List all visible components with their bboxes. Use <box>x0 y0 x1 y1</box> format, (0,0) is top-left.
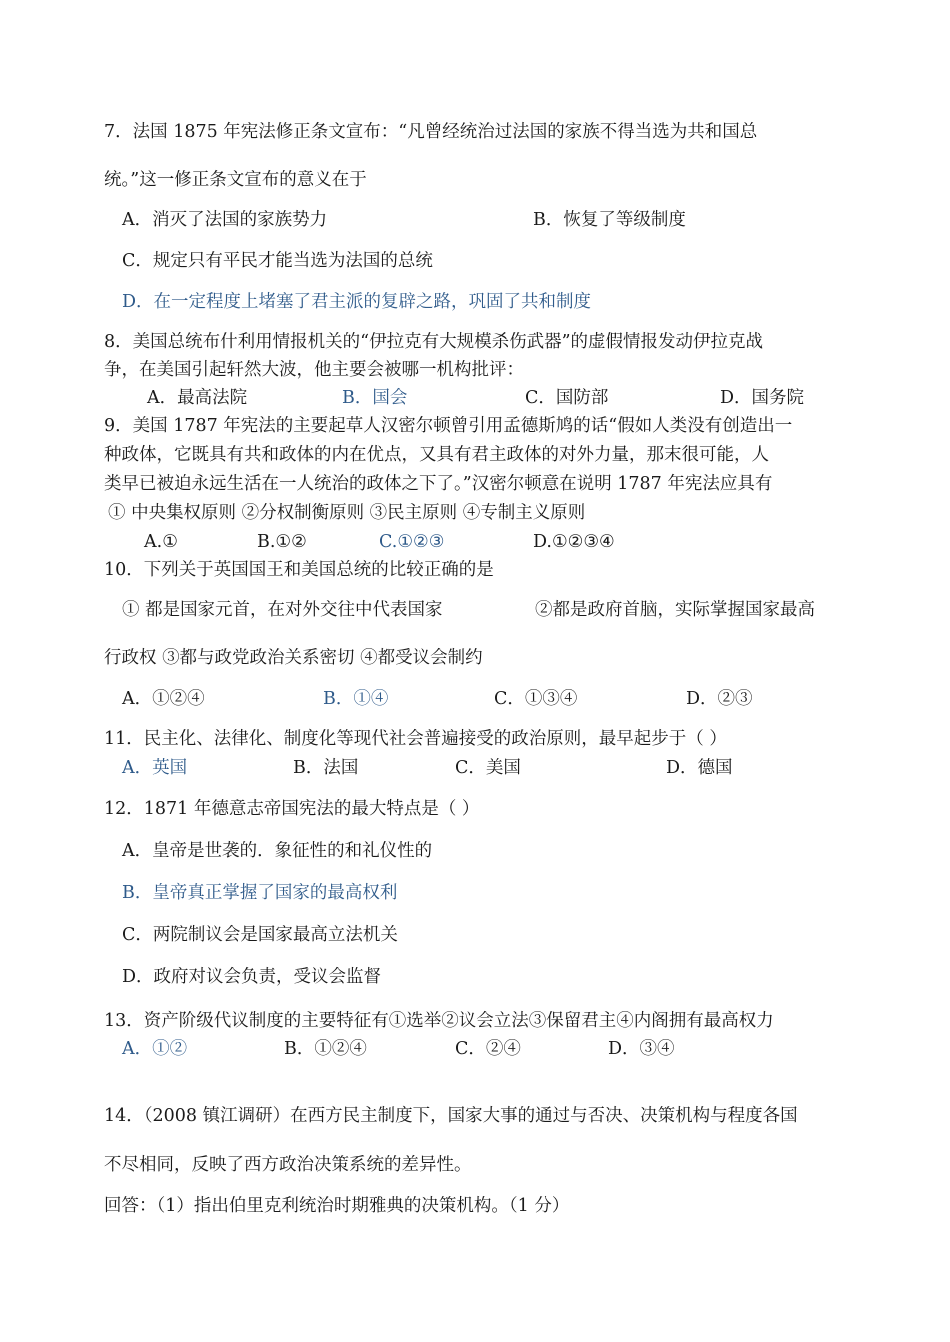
q12-stem: 12．1871 年德意志帝国宪法的最大特点是（ ） <box>104 799 480 819</box>
q10-option-d: D．②③ <box>686 689 753 709</box>
q12-option-a: A．皇帝是世袭的．象征性的和礼仪性的 <box>122 841 433 861</box>
q10-item2: ②都是政府首脑，实际掌握国家最高 <box>535 600 815 620</box>
q8-stem-line1: 8．美国总统布什利用情报机关的“伊拉克有大规模杀伤武器”的虚假情报发动伊拉克战 <box>104 332 764 352</box>
q8-stem-line2: 争，在美国引起轩然大波，他主要会被哪一机构批评： <box>104 360 524 380</box>
q10-item3: 行政权 ③都与政党政治关系密切 ④都受议会制约 <box>104 648 483 668</box>
q7-stem-line2: 统。”这一修正条文宣布的意义在于 <box>104 170 367 190</box>
q11-option-a-answer: A．英国 <box>122 758 188 778</box>
q9-stem-line2: 种政体，它既具有共和政体的内在优点，又具有君主政体的对外力量，那末很可能，人 <box>104 445 769 465</box>
q8-option-b-answer: B．国会 <box>342 388 408 408</box>
q12-option-c: C．两院制议会是国家最高立法机关 <box>122 925 398 945</box>
q12-option-d: D．政府对议会负责，受议会监督 <box>122 967 382 987</box>
q8-option-d: D．国务院 <box>720 388 805 408</box>
q10-item1: ① 都是国家元首，在对外交往中代表国家 <box>122 600 443 620</box>
q12-option-b-answer: B．皇帝真正掌握了国家的最高权利 <box>122 883 398 903</box>
q13-option-c: C．②④ <box>455 1039 521 1059</box>
q14-stem-line1: 14．（2008 镇江调研）在西方民主制度下，国家大事的通过与否决、决策机构与程度各国 <box>104 1106 798 1126</box>
q11-option-d: D．德国 <box>666 758 733 778</box>
q11-option-b: B．法国 <box>293 758 359 778</box>
q9-option-a: A.① <box>144 532 178 552</box>
q13-option-a-answer: A．①② <box>122 1039 188 1059</box>
q10-option-c: C．①③④ <box>494 689 578 709</box>
q9-option-b: B.①② <box>257 532 307 552</box>
q11-stem: 11．民主化、法律化、制度化等现代社会普遍接受的政治原则，最早起步于（ ） <box>104 729 727 749</box>
q8-option-c: C．国防部 <box>525 388 609 408</box>
q10-stem: 10．下列关于英国国王和美国总统的比较正确的是 <box>104 560 494 580</box>
q9-items: ① 中央集权原则 ②分权制衡原则 ③民主原则 ④专制主义原则 <box>108 503 586 523</box>
q7-option-a: A．消灭了法国的家族势力 <box>122 210 328 230</box>
q7-option-c: C．规定只有平民才能当选为法国的总统 <box>122 251 433 271</box>
q14-stem-line2: 不尽相同，反映了西方政治决策系统的差异性。 <box>104 1155 472 1175</box>
q13-option-b: B．①②④ <box>284 1039 367 1059</box>
q7-stem-line1: 7．法国 1875 年宪法修正条文宣布：“凡曾经统治过法国的家族不得当选为共和国总 <box>104 122 758 142</box>
q7-option-b: B．恢复了等级制度 <box>533 210 686 230</box>
q13-option-d: D．③④ <box>608 1039 675 1059</box>
q9-stem-line3: 类早已被迫永远生活在一人统治的政体之下了。”汉密尔顿意在说明 1787 年宪法应具有 <box>104 474 773 494</box>
q7-option-d-answer: D．在一定程度上堵塞了君主派的复辟之路，巩固了共和制度 <box>122 292 592 312</box>
q10-option-a: A．①②④ <box>122 689 205 709</box>
q8-option-a: A．最高法院 <box>147 388 248 408</box>
q9-option-d: D.①②③④ <box>533 532 615 552</box>
q10-option-b-answer: B．①④ <box>323 689 389 709</box>
q14-answer-prompt: 回答：（1）指出伯里克利统治时期雅典的决策机构。（1 分） <box>104 1196 570 1216</box>
q9-stem-line1: 9．美国 1787 年宪法的主要起草人汉密尔顿曾引用孟德斯鸠的话“假如人类没有创造出一 <box>104 416 793 436</box>
q11-option-c: C．美国 <box>455 758 521 778</box>
q13-stem: 13．资产阶级代议制度的主要特征有①选举②议会立法③保留君主④内阁拥有最高权力 <box>104 1011 774 1031</box>
q9-option-c-answer: C.①②③ <box>379 532 445 552</box>
